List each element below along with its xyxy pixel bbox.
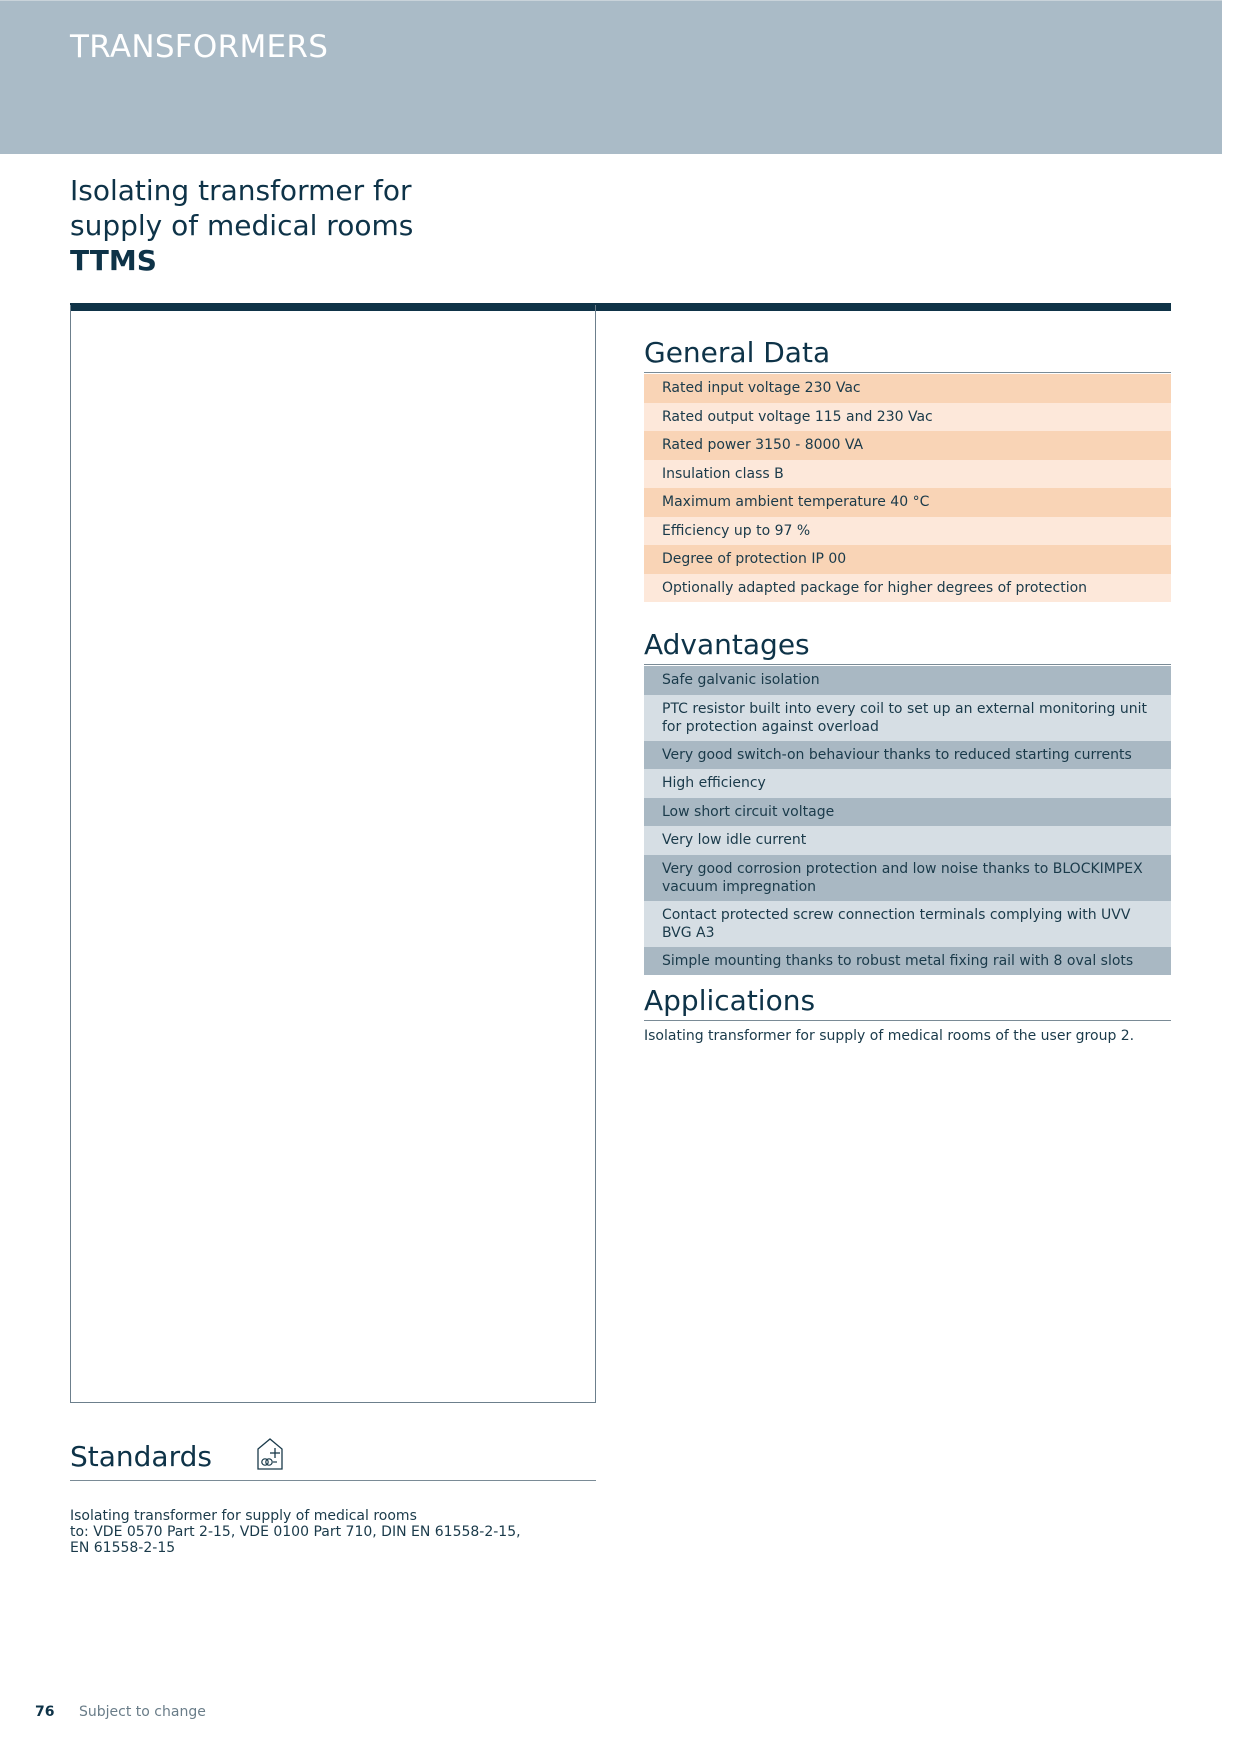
- medical-room-icon: [256, 1437, 284, 1471]
- page-number: 76: [35, 1704, 55, 1720]
- advantages-heading: Advantages: [644, 628, 1171, 665]
- product-title-line-2: supply of medical rooms: [70, 209, 414, 242]
- advantage-row: Simple mounting thanks to robust metal fixing rail with 8 oval slots: [644, 947, 1171, 976]
- advantage-row: Very good switch-on behaviour thanks to reduced starting currents: [644, 741, 1171, 770]
- applications-text: Isolating transformer for supply of medical rooms of the user group 2.: [644, 1028, 1135, 1044]
- advantage-row: Safe galvanic isolation: [644, 666, 1171, 695]
- product-title: [70, 173, 413, 278]
- standards-line: to: VDE 0570 Part 2-15, VDE 0100 Part 710, DIN EN 61558-2-15,: [70, 1524, 521, 1540]
- standards-line: Isolating transformer for supply of medical rooms: [70, 1508, 417, 1524]
- section-title: TRANSFORMERS: [70, 29, 329, 65]
- product-image-frame: [70, 305, 596, 1403]
- advantages-section: [644, 628, 1171, 975]
- general-data-row: Rated output voltage 115 and 230 Vac: [644, 403, 1171, 432]
- general-data-section: [644, 336, 1171, 602]
- advantage-row: Contact protected screw connection terminals complying with UVV BVG A3: [644, 901, 1171, 947]
- product-title-line-1: Isolating transformer for: [70, 174, 412, 207]
- general-data-row: Rated input voltage 230 Vac: [644, 374, 1171, 403]
- general-data-row: Optionally adapted package for higher degrees of protection: [644, 574, 1171, 603]
- header-band: [0, 0, 1222, 154]
- product-code: TTMS: [70, 244, 157, 277]
- general-data-heading: General Data: [644, 336, 1171, 373]
- general-data-row: Degree of protection IP 00: [644, 545, 1171, 574]
- standards-section: [70, 1433, 596, 1481]
- general-data-row: Insulation class B: [644, 460, 1171, 489]
- applications-heading: Applications: [644, 984, 1171, 1021]
- standards-text: [70, 1508, 610, 1556]
- advantage-row: High efficiency: [644, 769, 1171, 798]
- advantages-list: [644, 666, 1171, 975]
- standards-heading: Standards: [70, 1440, 212, 1473]
- standards-line: EN 61558-2-15: [70, 1540, 176, 1556]
- general-data-list: [644, 374, 1171, 602]
- footer-note: Subject to change: [79, 1704, 206, 1720]
- advantage-row: Very good corrosion protection and low noise thanks to BLOCKIMPEX vacuum impregnation: [644, 855, 1171, 901]
- advantage-row: Low short circuit voltage: [644, 798, 1171, 827]
- general-data-row: Maximum ambient temperature 40 °C: [644, 488, 1171, 517]
- advantage-row: Very low idle current: [644, 826, 1171, 855]
- general-data-row: Rated power 3150 - 8000 VA: [644, 431, 1171, 460]
- applications-section: [644, 984, 1171, 1045]
- advantage-row: PTC resistor built into every coil to set up an external monitoring unit for protection against overload: [644, 695, 1171, 741]
- general-data-row: Efficiency up to 97 %: [644, 517, 1171, 546]
